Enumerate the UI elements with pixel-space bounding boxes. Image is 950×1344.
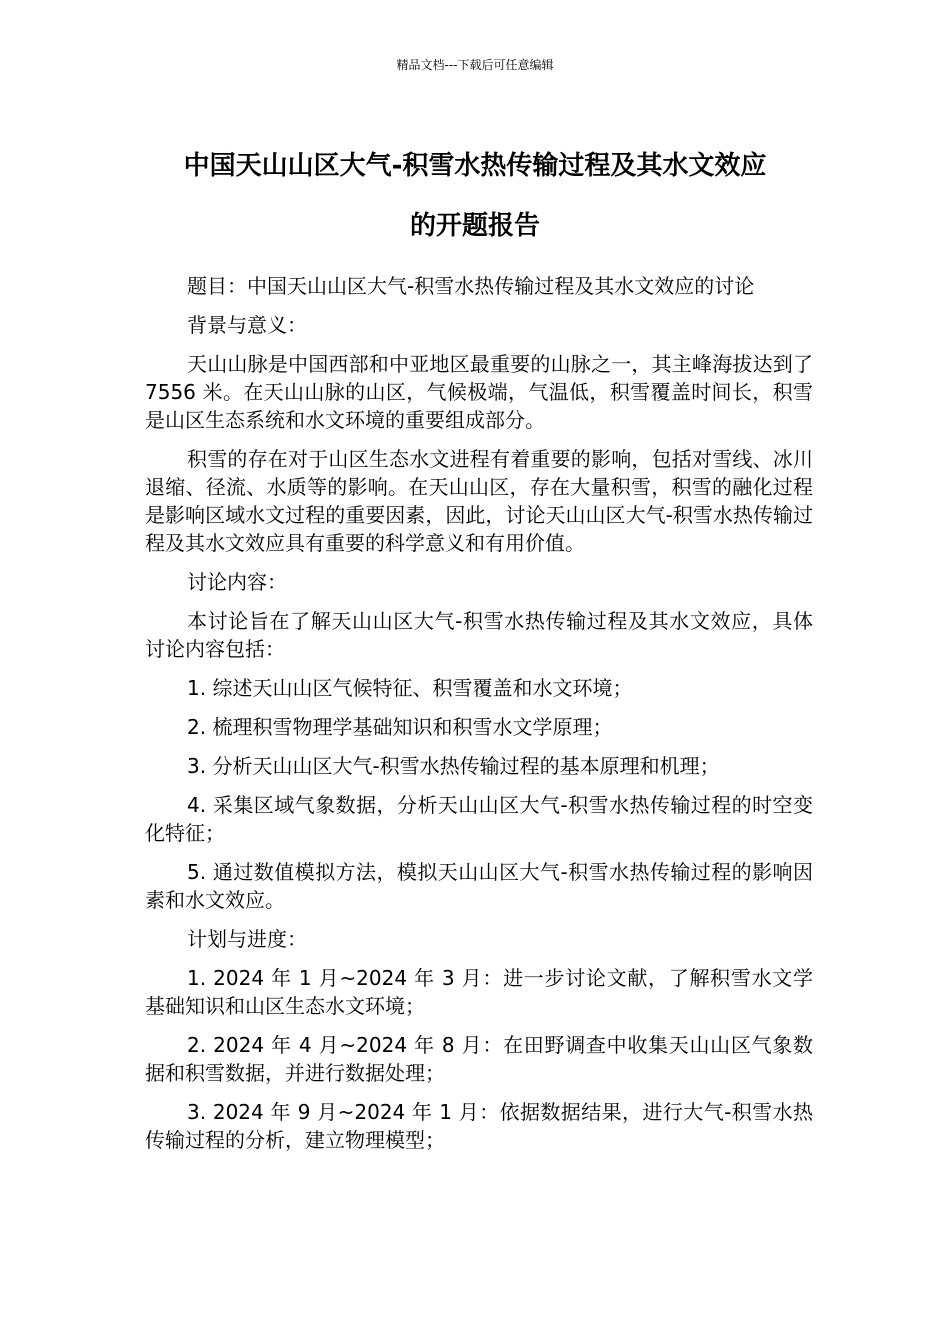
document-title [120,136,830,256]
document-body [145,272,813,1165]
paragraph-snow-impact: 积雪的存在对于山区生态水文进程有着重要的影响，包括对雪线、冰川退缩、径流、水质等的影响。在天山山区，存在大量积雪，积雪的融化过程是影响区域水文过程的重要因素，因此，讨论天山山区大气-积雪水热传输过程及其水文效应具有重要的科学意义和有用价值。 [145,447,813,555]
paragraph-content-intro: 本讨论旨在了解天山山区大气-积雪水热传输过程及其水文效应，具体讨论内容包括： [145,609,813,661]
title-line-2: 的开题报告 [409,211,540,241]
list-item: 5. 通过数值模拟方法，模拟天山山区大气-积雪水热传输过程的影响因素和水文效应。 [145,860,813,912]
paragraph-topic: 题目：中国天山山区大气-积雪水热传输过程及其水文效应的讨论 [187,274,755,298]
paragraph-tianshan: 天山山脉是中国西部和中亚地区最重要的山脉之一，其主峰海拔达到了 7556 米。在天山山脉的山区，气候极端，气温低，积雪覆盖时间长，积雪是山区生态系统和水文环境的重要组成部分。 [145,352,813,432]
plan-item: 3. 2024 年 9 月~2024 年 1 月：依据数据结果，进行大气-积雪水热传输过程的分析，建立物理模型； [145,1100,813,1152]
list-item: 4. 采集区域气象数据，分析天山山区大气-积雪水热传输过程的时空变化特征； [145,793,813,845]
plan-item: 2. 2024 年 4 月~2024 年 8 月：在田野调查中收集天山山区气象数据和积雪数据，并进行数据处理； [145,1033,813,1085]
page-header: 精品文档---下载后可任意编辑 [396,58,554,72]
heading-plan: 计划与进度： [187,927,307,951]
heading-background: 背景与意义： [187,313,307,337]
list-item: 2. 梳理积雪物理学基础知识和积雪水文学原理； [187,715,613,739]
plan-item: 1. 2024 年 1 月~2024 年 3 月：进一步讨论文献，了解积雪水文学基础知识和山区生态水文环境； [145,966,813,1018]
list-item: 3. 分析天山山区大气-积雪水热传输过程的基本原理和机理； [187,754,720,778]
list-item: 1. 综述天山山区气候特征、积雪覆盖和水文环境； [187,676,633,700]
heading-content: 讨论内容： [187,570,287,594]
title-line-1: 中国天山山区大气-积雪水热传输过程及其水文效应 [183,151,767,181]
